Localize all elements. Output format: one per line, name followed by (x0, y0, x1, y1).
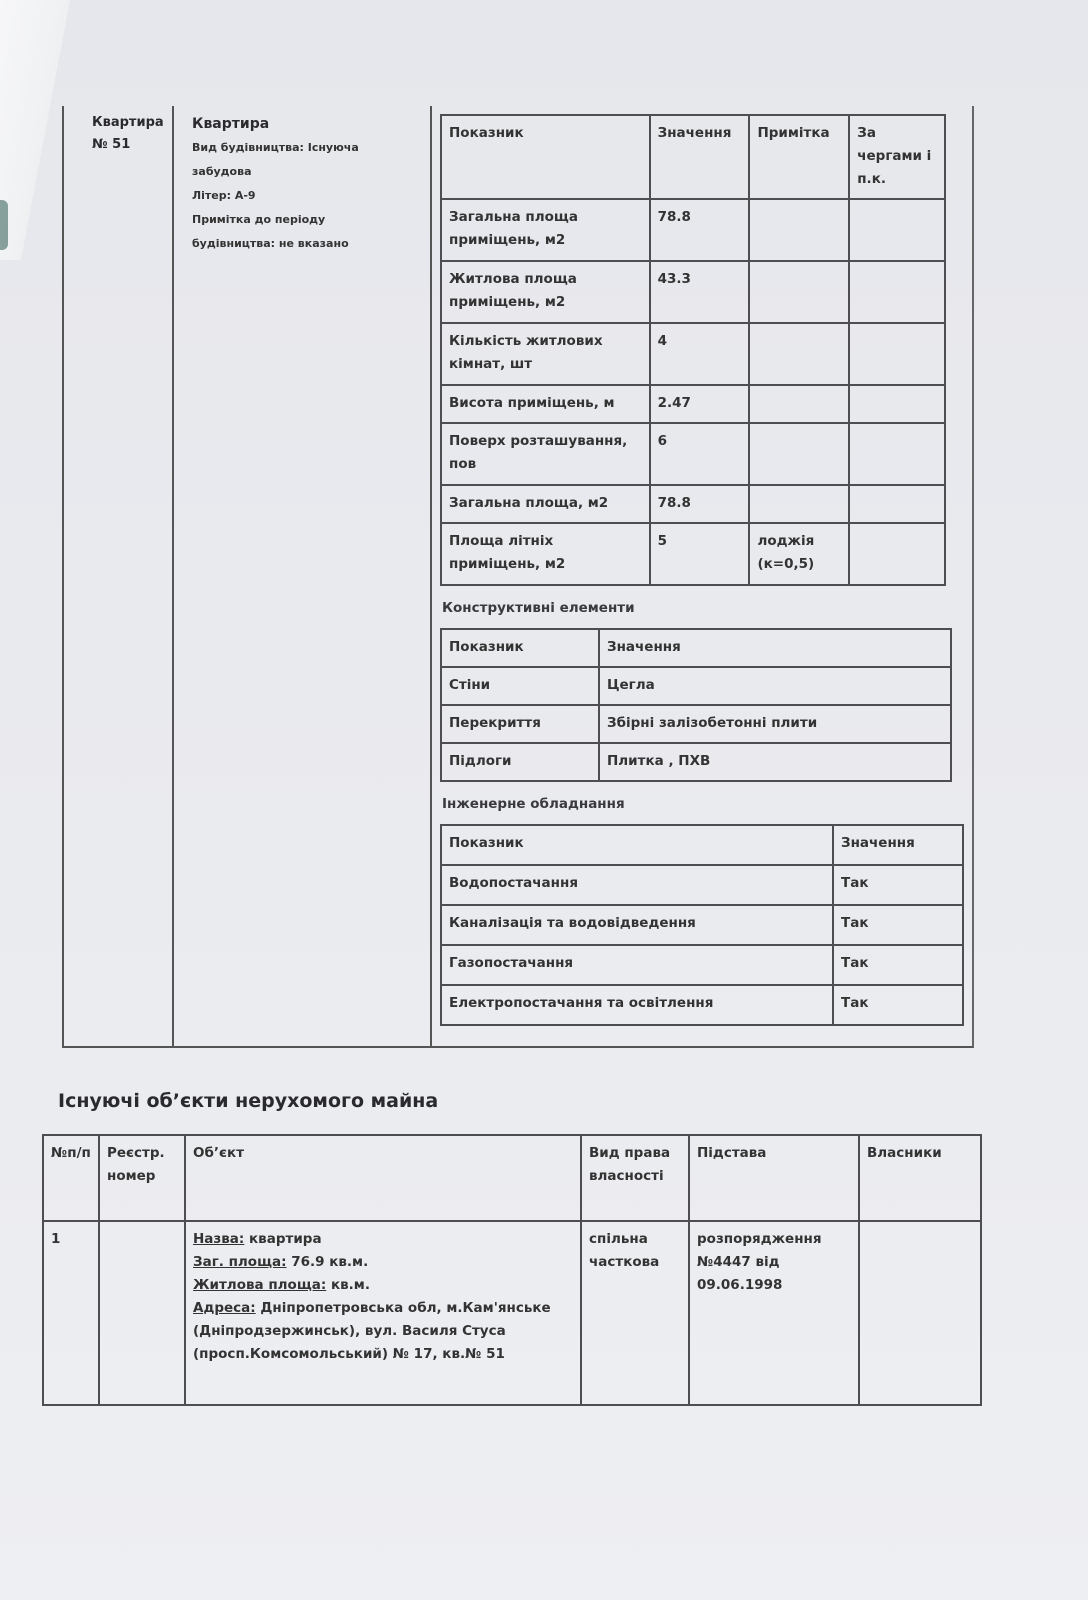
apartment-title: Квартира (192, 116, 270, 132)
detail-line: Примітка до періоду (192, 213, 326, 226)
queue-cell (849, 385, 945, 423)
table-header-row (441, 629, 951, 667)
detail-line: забудова (192, 165, 252, 178)
indicator-cell: Загальна площа приміщень, м2 (441, 199, 650, 261)
detail-line: будівництва: не вказано (192, 237, 349, 250)
engineering-label: Інженерне обладнання (442, 796, 625, 812)
note-cell: лоджія (к=0,5) (749, 523, 849, 585)
existing-objects-table (42, 1134, 982, 1406)
apartment-block (62, 106, 974, 1048)
table-row (441, 865, 963, 905)
address-label: Адреса: (193, 1300, 256, 1316)
table-row (441, 945, 963, 985)
header-indicator: Показник (441, 825, 833, 865)
table-row (441, 485, 945, 523)
indicator-cell: Електропостачання та освітлення (441, 985, 833, 1025)
value-cell: 5 (650, 523, 750, 585)
note-cell (749, 485, 849, 523)
name-value: квартира (244, 1231, 322, 1247)
header-value: Значення (599, 629, 951, 667)
queue-cell (849, 485, 945, 523)
table-row (441, 261, 945, 323)
existing-objects-title: Існуючі об’єкти нерухомого майна (58, 1090, 439, 1112)
apartment-details-cell (174, 106, 432, 1046)
header-number: №п/п (43, 1135, 99, 1221)
page-edge-shadow (0, 200, 8, 250)
indicator-cell: Житлова площа приміщень, м2 (441, 261, 650, 323)
queue-cell (849, 523, 945, 585)
header-reg-number: Реєстр. номер (99, 1135, 185, 1221)
note-cell (749, 199, 849, 261)
owners-cell (859, 1221, 981, 1405)
note-cell (749, 423, 849, 485)
value-cell: 6 (650, 423, 750, 485)
indicator-cell: Стіни (441, 667, 599, 705)
object-area (193, 1251, 573, 1274)
constructive-table (440, 628, 952, 782)
queue-cell (849, 261, 945, 323)
header-queue: За чергами і п.к. (849, 115, 945, 199)
name-label: Назва: (193, 1231, 245, 1247)
indicator-cell: Кількість житлових кімнат, шт (441, 323, 650, 385)
value-cell: Так (833, 985, 963, 1025)
value-cell: 78.8 (650, 485, 750, 523)
table-row (43, 1221, 981, 1405)
address-value: Дніпропетровська обл, м.Кам'янське (Дніпродзержинськ), вул. Василя Стуса (просп.Комсомольський) № 17, кв.№ 51 (193, 1300, 551, 1362)
value-cell: Так (833, 945, 963, 985)
header-basis: Підстава (689, 1135, 859, 1221)
note-cell (749, 261, 849, 323)
header-ownership-type: Вид права власності (581, 1135, 689, 1221)
note-cell (749, 323, 849, 385)
indicator-cell: Перекриття (441, 705, 599, 743)
table-row (441, 423, 945, 485)
value-cell: 78.8 (650, 199, 750, 261)
apartment-id-cell (64, 106, 174, 1046)
queue-cell (849, 323, 945, 385)
indicator-cell: Газопостачання (441, 945, 833, 985)
apartment-indicators (440, 114, 970, 1026)
constructive-label: Конструктивні елементи (442, 600, 635, 616)
table-row (441, 323, 945, 385)
indicator-cell: Висота приміщень, м (441, 385, 650, 423)
value-cell: Цегла (599, 667, 951, 705)
value-cell: 43.3 (650, 261, 750, 323)
living-value: кв.м. (326, 1277, 370, 1293)
table-header-row (441, 115, 945, 199)
indicator-cell: Площа літніх приміщень, м2 (441, 523, 650, 585)
indicator-cell: Поверх розташування, пов (441, 423, 650, 485)
engineering-table (440, 824, 964, 1026)
object-cell (185, 1221, 581, 1405)
queue-cell (849, 199, 945, 261)
area-label: Заг. площа: (193, 1254, 287, 1270)
indicator-cell: Каналізація та водовідведення (441, 905, 833, 945)
table-header-row (441, 825, 963, 865)
indicator-cell: Водопостачання (441, 865, 833, 905)
table-row (441, 743, 951, 781)
value-cell: Плитка , ПХВ (599, 743, 951, 781)
area-value: 76.9 кв.м. (286, 1254, 369, 1270)
table-row (441, 199, 945, 261)
indicator-cell: Загальна площа, м2 (441, 485, 650, 523)
detail-line: Вид будівництва: Існуюча (192, 141, 359, 154)
value-cell: 2.47 (650, 385, 750, 423)
table-header-row (43, 1135, 981, 1221)
queue-cell (849, 423, 945, 485)
value-cell: Так (833, 865, 963, 905)
living-label: Житлова площа: (193, 1277, 327, 1293)
header-value: Значення (650, 115, 750, 199)
header-note: Примітка (749, 115, 849, 199)
header-indicator: Показник (441, 115, 650, 199)
table-row (441, 667, 951, 705)
object-name (193, 1228, 573, 1251)
object-address (193, 1297, 573, 1366)
page-curl (0, 0, 70, 260)
number-cell: 1 (43, 1221, 99, 1405)
value-cell: Так (833, 905, 963, 945)
table-row (441, 985, 963, 1025)
table-row (441, 523, 945, 585)
object-living-area (193, 1274, 573, 1297)
note-cell (749, 385, 849, 423)
table-row (441, 705, 951, 743)
header-indicator: Показник (441, 629, 599, 667)
apartment-label: Квартира (92, 115, 164, 130)
header-object: Об’єкт (185, 1135, 581, 1221)
header-value: Значення (833, 825, 963, 865)
value-cell: 4 (650, 323, 750, 385)
indicator-cell: Підлоги (441, 743, 599, 781)
ownership-type-cell: спільна часткова (581, 1221, 689, 1405)
detail-line: Літер: А-9 (192, 189, 256, 202)
table-row (441, 385, 945, 423)
basis-cell: розпорядження №4447 від 09.06.1998 (689, 1221, 859, 1405)
value-cell: Збірні залізобетонні плити (599, 705, 951, 743)
main-indicators-table (440, 114, 946, 586)
header-owners: Власники (859, 1135, 981, 1221)
apartment-number: № 51 (92, 137, 131, 152)
reg-number-cell (99, 1221, 185, 1405)
table-row (441, 905, 963, 945)
